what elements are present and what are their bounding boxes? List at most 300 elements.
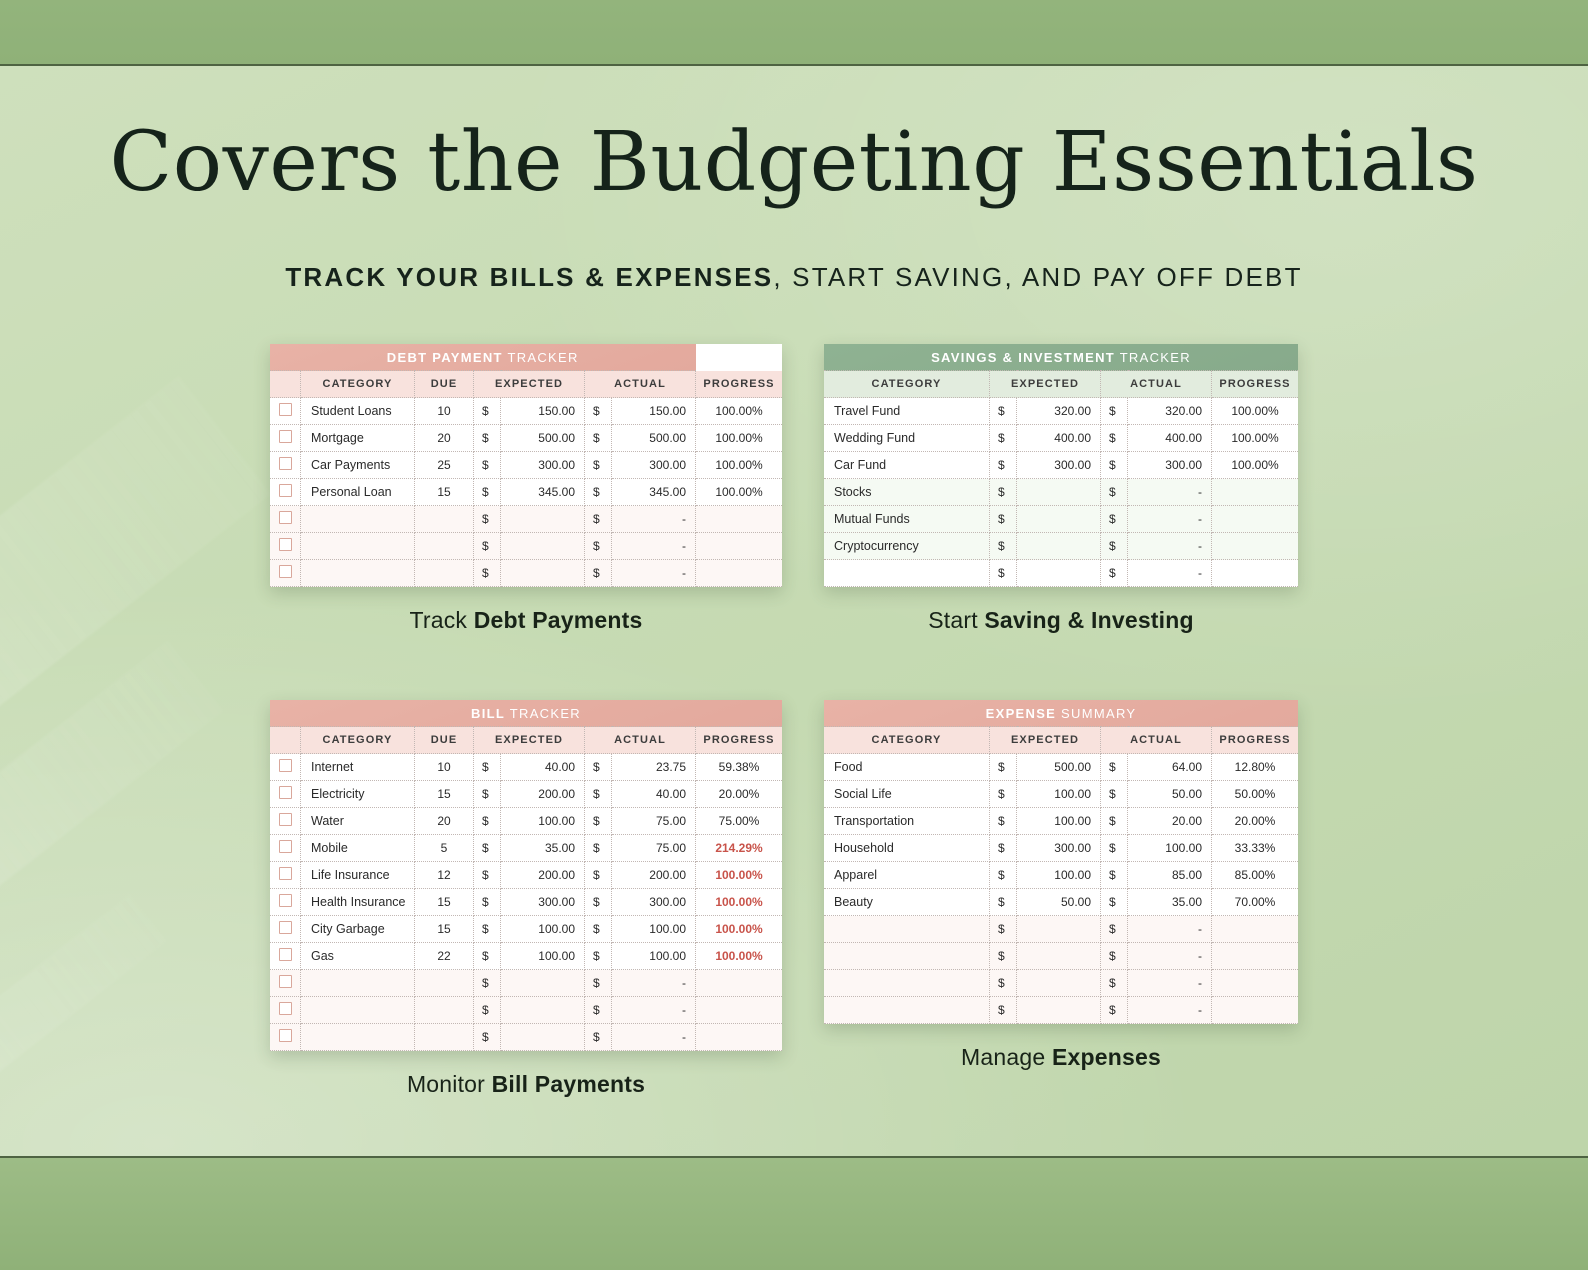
cell-category: City Garbage (301, 916, 415, 943)
cell-progress (696, 970, 783, 997)
cell-category: Electricity (301, 781, 415, 808)
caption-expenses (824, 1044, 1298, 1071)
bill-banner-bold: BILL (471, 705, 506, 721)
cell-currency: $ (585, 398, 612, 425)
cell-progress: 100.00% (696, 943, 783, 970)
cell-actual: 75.00 (612, 808, 696, 835)
cell-actual: 40.00 (612, 781, 696, 808)
page-title: Covers the Budgeting Essentials (109, 115, 1479, 210)
table-row[interactable] (270, 1024, 782, 1051)
debt-col-actual (585, 371, 696, 398)
savings-col-category: CATEGORY (824, 371, 990, 398)
savings-table (824, 344, 1298, 587)
expense-banner (824, 700, 1298, 727)
cell-actual: 500.00 (612, 425, 696, 452)
cell-category: Gas (301, 943, 415, 970)
cell-actual: - (1128, 943, 1212, 970)
table-row[interactable] (824, 506, 1298, 533)
checkbox-icon[interactable] (279, 948, 292, 961)
row-checkbox-cell[interactable] (270, 506, 301, 533)
checkbox-icon[interactable] (279, 511, 292, 524)
table-row[interactable] (270, 425, 782, 452)
cell-progress (1212, 970, 1299, 997)
cell-expected (501, 506, 585, 533)
checkbox-icon[interactable] (279, 840, 292, 853)
cell-expected (1017, 943, 1101, 970)
cell-expected: 300.00 (501, 452, 585, 479)
checkbox-icon[interactable] (279, 1002, 292, 1015)
cell-category: Personal Loan (301, 479, 415, 506)
caption-bills-light: Monitor (406, 1071, 492, 1097)
debt-banner-bold: DEBT PAYMENT (386, 349, 503, 365)
cell-category: Beauty (824, 889, 990, 916)
expense-banner-rest: SUMMARY (1056, 705, 1137, 721)
table-row[interactable] (270, 781, 782, 808)
caption-expenses-bold: Expenses (1051, 1044, 1161, 1070)
cell-currency: $ (474, 916, 501, 943)
cell-category: Apparel (824, 862, 990, 889)
row-checkbox-cell[interactable] (270, 560, 301, 587)
row-checkbox-cell[interactable] (270, 398, 301, 425)
cell-due: 22 (415, 943, 474, 970)
bill-header-row (270, 727, 782, 754)
cell-actual: - (612, 533, 696, 560)
checkbox-icon[interactable] (279, 759, 292, 772)
cell-category (824, 916, 990, 943)
table-row[interactable] (824, 943, 1298, 970)
cell-progress: 100.00% (1212, 425, 1299, 452)
cell-currency: $ (1101, 862, 1128, 889)
cell-category: Wedding Fund (824, 425, 990, 452)
card-savings-tracker (824, 344, 1298, 634)
cell-category: Student Loans (301, 398, 415, 425)
cell-currency: $ (585, 835, 612, 862)
cell-due (415, 560, 474, 587)
cell-currency: $ (1101, 889, 1128, 916)
cell-progress: 59.38% (696, 754, 783, 781)
cell-currency: $ (585, 425, 612, 452)
table-row[interactable] (270, 754, 782, 781)
cell-expected: 500.00 (501, 425, 585, 452)
cell-actual: - (1128, 997, 1212, 1024)
cell-expected (501, 560, 585, 587)
cell-expected: 150.00 (501, 398, 585, 425)
cell-due: 10 (415, 398, 474, 425)
row-checkbox-cell[interactable] (270, 916, 301, 943)
card-expense-summary (824, 700, 1298, 1071)
cell-currency: $ (474, 970, 501, 997)
row-checkbox-cell[interactable] (270, 479, 301, 506)
cell-currency: $ (1101, 754, 1128, 781)
cell-progress: 100.00% (696, 398, 783, 425)
table-row[interactable] (270, 452, 782, 479)
checkbox-icon[interactable] (279, 565, 292, 578)
debt-banner-rest: TRACKER (502, 349, 579, 365)
cell-progress (696, 997, 783, 1024)
card-debt-tracker (270, 344, 782, 634)
cell-expected: 200.00 (501, 862, 585, 889)
cell-progress: 75.00% (696, 808, 783, 835)
cell-currency: $ (474, 452, 501, 479)
checkbox-icon[interactable] (279, 484, 292, 497)
light-streak (0, 640, 223, 969)
cell-progress: 100.00% (696, 916, 783, 943)
table-row[interactable] (824, 997, 1298, 1024)
cell-expected: 200.00 (501, 781, 585, 808)
caption-savings-bold: Saving & Investing (984, 607, 1194, 633)
row-checkbox-cell[interactable] (270, 754, 301, 781)
cell-category (301, 533, 415, 560)
cell-currency: $ (1101, 425, 1128, 452)
cell-category (301, 970, 415, 997)
table-row[interactable] (824, 781, 1298, 808)
savings-banner-row (824, 344, 1298, 371)
cell-currency: $ (474, 943, 501, 970)
bill-col-progress: PROGRESS (696, 727, 783, 754)
row-checkbox-cell[interactable] (270, 425, 301, 452)
cell-currency: $ (585, 808, 612, 835)
cell-actual: 200.00 (612, 862, 696, 889)
cell-progress: 100.00% (1212, 398, 1299, 425)
table-row[interactable] (824, 560, 1298, 587)
cell-currency: $ (1101, 452, 1128, 479)
cell-category: Car Fund (824, 452, 990, 479)
cell-category: Life Insurance (301, 862, 415, 889)
cell-progress (1212, 479, 1299, 506)
cell-actual: 50.00 (1128, 781, 1212, 808)
table-row[interactable] (270, 808, 782, 835)
cell-currency: $ (474, 425, 501, 452)
cell-category (824, 997, 990, 1024)
bottom-band (0, 1156, 1588, 1270)
cell-currency: $ (990, 398, 1017, 425)
row-checkbox-cell[interactable] (270, 835, 301, 862)
row-checkbox-cell[interactable] (270, 970, 301, 997)
row-checkbox-cell[interactable] (270, 781, 301, 808)
cell-currency: $ (585, 997, 612, 1024)
debt-table-wrap (270, 344, 782, 587)
caption-savings (824, 607, 1298, 634)
cell-progress: 50.00% (1212, 781, 1299, 808)
bill-col-check (270, 727, 301, 754)
cell-actual: 23.75 (612, 754, 696, 781)
cell-due (415, 997, 474, 1024)
page-subtitle (0, 262, 1588, 293)
cell-expected: 500.00 (1017, 754, 1101, 781)
cell-expected: 40.00 (501, 754, 585, 781)
table-row[interactable] (270, 889, 782, 916)
caption-bills-bold: Bill Payments (491, 1071, 646, 1097)
cell-currency: $ (474, 533, 501, 560)
checkbox-icon[interactable] (279, 975, 292, 988)
expense-banner-row (824, 700, 1298, 727)
cell-expected: 300.00 (1017, 835, 1101, 862)
savings-col-progress: PROGRESS (1212, 371, 1299, 398)
table-row[interactable] (824, 425, 1298, 452)
cell-currency: $ (585, 560, 612, 587)
cell-currency: $ (990, 862, 1017, 889)
cell-expected: 100.00 (1017, 781, 1101, 808)
cell-category: Mobile (301, 835, 415, 862)
cell-category (824, 943, 990, 970)
cell-currency: $ (585, 970, 612, 997)
table-row[interactable] (824, 533, 1298, 560)
checkbox-icon[interactable] (279, 430, 292, 443)
checkbox-icon[interactable] (279, 457, 292, 470)
savings-rows (824, 398, 1298, 587)
checkbox-icon[interactable] (279, 921, 292, 934)
expense-header-row (824, 727, 1298, 754)
cell-currency: $ (474, 506, 501, 533)
cell-due: 20 (415, 425, 474, 452)
cell-currency: $ (990, 889, 1017, 916)
cell-progress: 100.00% (696, 452, 783, 479)
table-row[interactable] (824, 479, 1298, 506)
cell-actual: - (612, 506, 696, 533)
cell-currency: $ (585, 943, 612, 970)
top-band (0, 0, 1588, 66)
cell-due: 15 (415, 916, 474, 943)
cell-actual: - (612, 997, 696, 1024)
cell-category: Transportation (824, 808, 990, 835)
cell-currency: $ (1101, 398, 1128, 425)
debt-col-category: CATEGORY (301, 371, 415, 398)
cell-expected: 100.00 (501, 916, 585, 943)
cell-currency: $ (990, 425, 1017, 452)
row-checkbox-cell[interactable] (270, 997, 301, 1024)
cell-currency: $ (585, 781, 612, 808)
cell-progress: 33.33% (1212, 835, 1299, 862)
row-checkbox-cell[interactable] (270, 533, 301, 560)
table-row[interactable] (824, 835, 1298, 862)
cell-category: Household (824, 835, 990, 862)
row-checkbox-cell[interactable] (270, 862, 301, 889)
cell-actual: - (1128, 970, 1212, 997)
row-checkbox-cell[interactable] (270, 1024, 301, 1051)
cell-currency: $ (585, 533, 612, 560)
row-checkbox-cell[interactable] (270, 943, 301, 970)
bill-col-expected: EXPECTED (474, 727, 585, 754)
debt-col-expected: EXPECTED (474, 371, 585, 398)
cell-category: Food (824, 754, 990, 781)
cell-expected: 345.00 (501, 479, 585, 506)
cell-expected (1017, 533, 1101, 560)
table-row[interactable] (270, 970, 782, 997)
cell-actual: - (1128, 916, 1212, 943)
cell-expected (1017, 506, 1101, 533)
debt-banner-row (270, 344, 782, 371)
cell-due: 20 (415, 808, 474, 835)
expense-rows (824, 754, 1298, 1024)
cell-currency: $ (585, 479, 612, 506)
table-row[interactable] (270, 862, 782, 889)
cell-currency: $ (585, 916, 612, 943)
cell-due (415, 970, 474, 997)
bill-col-category: CATEGORY (301, 727, 415, 754)
table-row[interactable] (270, 506, 782, 533)
cell-currency: $ (990, 835, 1017, 862)
cell-expected: 320.00 (1017, 398, 1101, 425)
table-row[interactable] (270, 533, 782, 560)
caption-debt (270, 607, 782, 634)
table-row[interactable] (270, 479, 782, 506)
cell-actual: 100.00 (612, 916, 696, 943)
table-row[interactable] (824, 889, 1298, 916)
debt-header-row (270, 371, 782, 398)
table-row[interactable] (824, 862, 1298, 889)
table-row[interactable] (270, 560, 782, 587)
cell-category (824, 970, 990, 997)
cell-expected: 300.00 (501, 889, 585, 916)
debt-col-check (270, 371, 301, 398)
cell-progress (1212, 943, 1299, 970)
table-row[interactable] (270, 398, 782, 425)
cell-progress: 214.29% (696, 835, 783, 862)
bill-col-due: DUE (415, 727, 474, 754)
subtitle-bold: TRACK YOUR BILLS & EXPENSES (285, 262, 774, 292)
cell-actual: 150.00 (612, 398, 696, 425)
expense-table (824, 700, 1298, 1024)
cell-progress (1212, 997, 1299, 1024)
debt-col-progress: PROGRESS (696, 371, 783, 398)
checkbox-icon[interactable] (279, 894, 292, 907)
table-row[interactable] (824, 970, 1298, 997)
cell-actual: - (612, 970, 696, 997)
cell-currency: $ (1101, 835, 1128, 862)
table-row[interactable] (270, 916, 782, 943)
table-row[interactable] (824, 398, 1298, 425)
row-checkbox-cell[interactable] (270, 889, 301, 916)
cell-currency: $ (474, 889, 501, 916)
cell-due: 15 (415, 479, 474, 506)
checkbox-icon[interactable] (279, 403, 292, 416)
checkbox-icon[interactable] (279, 538, 292, 551)
cell-currency: $ (990, 997, 1017, 1024)
table-row[interactable] (824, 754, 1298, 781)
cell-currency: $ (474, 754, 501, 781)
debt-banner (270, 344, 696, 371)
cell-progress: 100.00% (696, 425, 783, 452)
cell-actual: 35.00 (1128, 889, 1212, 916)
expense-col-progress: PROGRESS (1212, 727, 1299, 754)
checkbox-icon[interactable] (279, 1029, 292, 1042)
cell-due: 10 (415, 754, 474, 781)
cell-category (301, 1024, 415, 1051)
cell-category: Car Payments (301, 452, 415, 479)
cell-currency: $ (474, 781, 501, 808)
cell-currency: $ (1101, 506, 1128, 533)
cell-progress: 70.00% (1212, 889, 1299, 916)
bill-banner (270, 700, 782, 727)
cell-due (415, 533, 474, 560)
expense-col-category: CATEGORY (824, 727, 990, 754)
cell-currency: $ (585, 862, 612, 889)
cell-currency: $ (1101, 533, 1128, 560)
table-row[interactable] (270, 943, 782, 970)
table-row[interactable] (824, 916, 1298, 943)
cell-currency: $ (474, 808, 501, 835)
table-row[interactable] (824, 452, 1298, 479)
cell-actual: 100.00 (1128, 835, 1212, 862)
cell-expected (1017, 916, 1101, 943)
caption-debt-bold: Debt Payments (473, 607, 643, 633)
cell-currency: $ (585, 1024, 612, 1051)
cell-currency: $ (990, 506, 1017, 533)
cell-progress: 100.00% (696, 889, 783, 916)
cell-category (301, 506, 415, 533)
cell-progress (696, 506, 783, 533)
cell-expected (1017, 560, 1101, 587)
cell-expected (501, 533, 585, 560)
light-streak (0, 376, 271, 814)
cell-expected: 100.00 (1017, 862, 1101, 889)
savings-col-expected: EXPECTED (990, 371, 1101, 398)
cell-currency: $ (1101, 916, 1128, 943)
bill-rows (270, 754, 782, 1051)
cell-category: Travel Fund (824, 398, 990, 425)
caption-debt-light: Track (409, 607, 474, 633)
cell-actual: 75.00 (612, 835, 696, 862)
table-row[interactable] (270, 835, 782, 862)
table-row[interactable] (270, 997, 782, 1024)
cell-currency: $ (474, 997, 501, 1024)
row-checkbox-cell[interactable] (270, 452, 301, 479)
savings-banner-rest: TRACKER (1115, 349, 1191, 365)
cell-actual: 320.00 (1128, 398, 1212, 425)
checkbox-icon[interactable] (279, 813, 292, 826)
cell-expected (1017, 997, 1101, 1024)
row-checkbox-cell[interactable] (270, 808, 301, 835)
cell-currency: $ (474, 479, 501, 506)
cell-expected: 100.00 (501, 808, 585, 835)
cell-category: Mortgage (301, 425, 415, 452)
expense-banner-bold: EXPENSE (985, 705, 1057, 721)
cell-expected: 50.00 (1017, 889, 1101, 916)
cell-currency: $ (990, 943, 1017, 970)
cell-progress (1212, 533, 1299, 560)
cell-category: Stocks (824, 479, 990, 506)
cell-category (301, 997, 415, 1024)
cell-actual: 300.00 (612, 889, 696, 916)
cell-progress (1212, 916, 1299, 943)
cell-progress: 20.00% (1212, 808, 1299, 835)
cell-actual: 300.00 (1128, 452, 1212, 479)
cell-currency: $ (990, 560, 1017, 587)
cell-due (415, 1024, 474, 1051)
cell-category: Mutual Funds (824, 506, 990, 533)
cell-actual: 400.00 (1128, 425, 1212, 452)
caption-bills (270, 1071, 782, 1098)
cell-category: Internet (301, 754, 415, 781)
table-row[interactable] (824, 808, 1298, 835)
cell-progress: 85.00% (1212, 862, 1299, 889)
checkbox-icon[interactable] (279, 867, 292, 880)
cell-expected: 100.00 (501, 943, 585, 970)
cell-progress (696, 560, 783, 587)
cell-actual: 64.00 (1128, 754, 1212, 781)
cell-currency: $ (1101, 560, 1128, 587)
cell-expected: 400.00 (1017, 425, 1101, 452)
savings-col-actual: ACTUAL (1101, 371, 1212, 398)
checkbox-icon[interactable] (279, 786, 292, 799)
cell-currency: $ (585, 452, 612, 479)
savings-banner-bold: SAVINGS & INVESTMENT (931, 349, 1116, 365)
cell-actual: 345.00 (612, 479, 696, 506)
cell-expected: 100.00 (1017, 808, 1101, 835)
cell-expected (501, 997, 585, 1024)
debt-col-due: DUE (415, 371, 474, 398)
cell-currency: $ (1101, 970, 1128, 997)
